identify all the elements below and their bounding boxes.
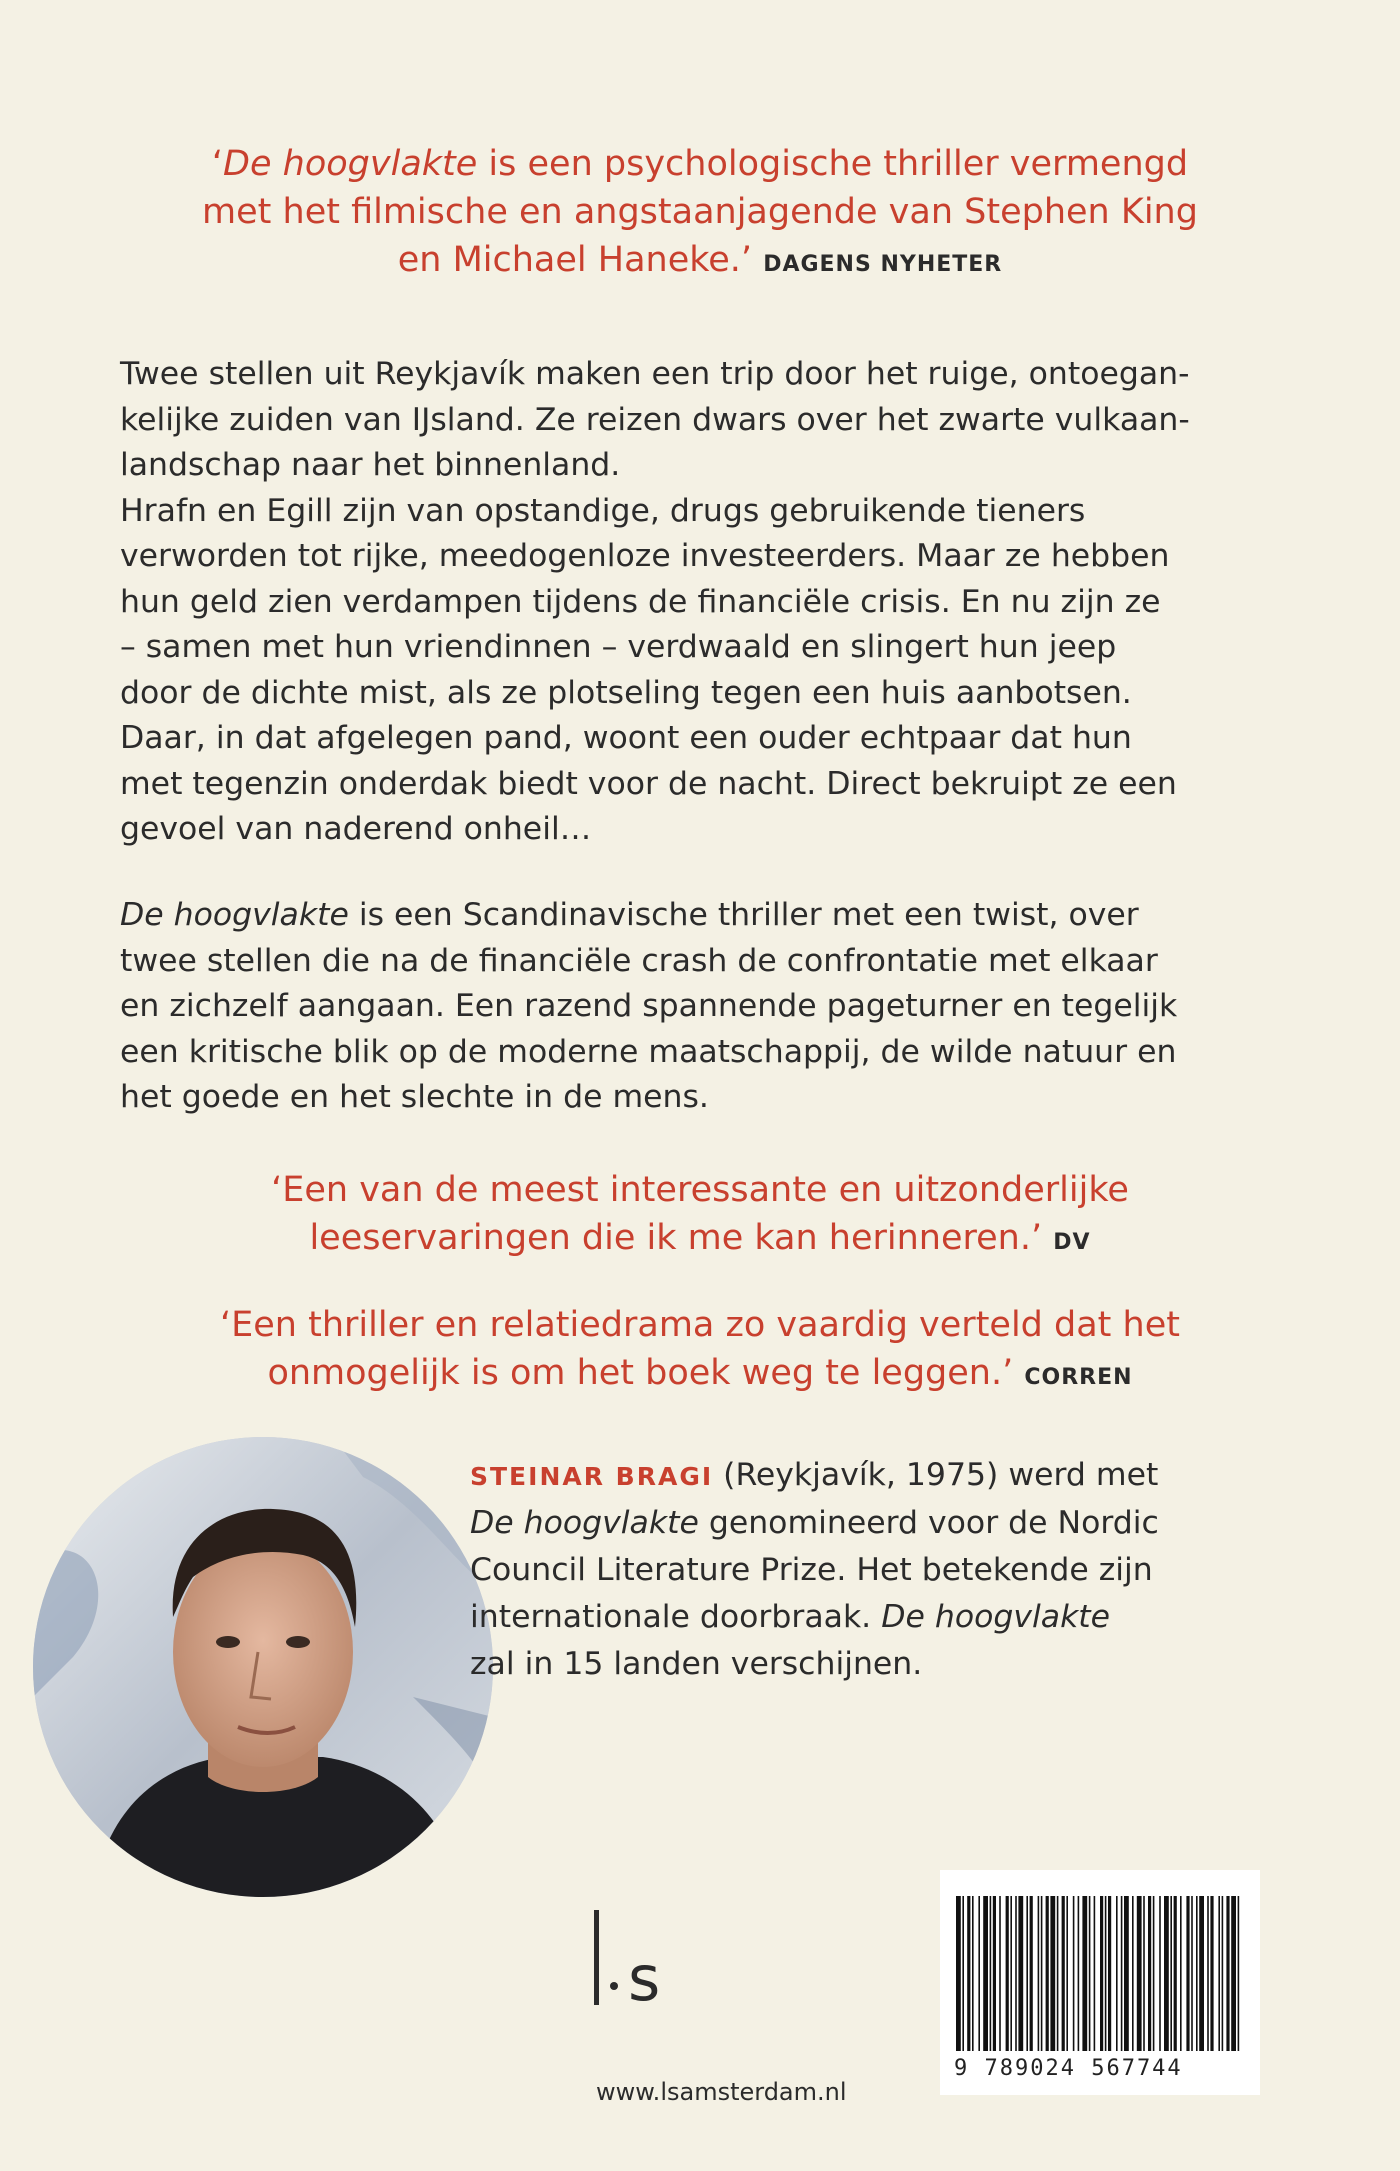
barcode-bar [972,1896,974,2051]
logo-letter: s [628,1942,661,2015]
barcode-bar [978,1896,980,2051]
blurb-line: hun geld zien verdampen tijdens de financiële crisis. En nu zijn ze [120,583,1161,620]
barcode-bar [1159,1896,1161,2051]
bio-line-4 [470,1594,1250,1641]
bio-line-1 [470,1452,1250,1500]
quote-line-2: met het filmische en angstaanjagende van Stephen King [202,192,1198,232]
barcode-bar [1015,1896,1017,2051]
barcode-bar [993,1896,996,2051]
barcode-bar [1132,1896,1134,2051]
blurb-line: Hrafn en Egill zijn van opstandige, drugs gebruikende tieners [120,492,1086,529]
blurb-paragraph-1 [120,352,1300,853]
blurb-line: door de dichte mist, als ze plotseling tegen een huis aanbotsen. [120,674,1132,711]
barcode-bar [967,1896,970,2051]
barcode [940,1870,1260,2095]
barcode-bar [1038,1896,1040,2051]
author-portrait-image [33,1437,493,1897]
barcode-bar [1231,1896,1236,2051]
barcode-bar [1218,1896,1220,2051]
author-name: STEINAR BRAGI [470,1462,714,1491]
blurb-line: landschap naar het binnenland. [120,447,621,483]
barcode-bar [1116,1896,1118,2051]
blurb-paragraph-2 [120,893,1300,1121]
blurb-line: en zichzelf aangaan. Een razend spannende pageturner en tegelijk [120,988,1178,1024]
barcode-bar [1062,1896,1065,2051]
quote-line-2 [150,1349,1250,1402]
barcode-bar [990,1896,992,2051]
barcode-bar [1108,1896,1111,2051]
quote-line-1 [140,140,1260,188]
barcode-bar [1196,1896,1198,2051]
barcode-bar [1105,1896,1107,2051]
bio-text: internationale doorbraak. [470,1599,882,1635]
barcode-bar [999,1896,1001,2051]
publisher-logo [590,1910,710,2020]
blurb-line: een kritische blik op de moderne maatschappij, de wilde natuur en [120,1033,1177,1070]
barcode-bar [1094,1896,1096,2051]
quote-text: onmogelijk is om het boek weg te leggen.’ [267,1353,1014,1393]
barcode-bar [1186,1896,1189,2051]
barcode-bars [956,1896,1244,2051]
author-photo [33,1437,493,1897]
blurb-line: Twee stellen uit Reykjavík maken een trip door het ruige, ontoegan- [120,356,1190,392]
logo-bar [594,1910,599,2005]
barcode-bar [1174,1896,1177,2051]
blurb-line: verworden tot rijke, meedogenloze investeerders. Maar ze hebben [120,538,1170,574]
barcode-bar [1030,1896,1033,2051]
barcode-bar [1137,1896,1142,2051]
barcode-bar [1082,1896,1087,2051]
quote-open-mark: ‘ [211,144,224,184]
barcode-bar [1199,1896,1204,2051]
blurb-line: – samen met hun vriendinnen – verdwaald en slingert hun jeep [120,629,1117,665]
barcode-bar [1073,1896,1075,2051]
barcode-bar [1089,1896,1091,2051]
author-bio [470,1452,1250,1688]
blurb-line [120,893,1300,939]
quote-line-3 [140,236,1260,289]
quote-line-1: ‘Een thriller en relatiedrama zo vaardig verteld dat het [220,1305,1180,1345]
barcode-bar [1100,1896,1103,2051]
barcode-bar [1050,1896,1055,2051]
barcode-bar [1180,1896,1182,2051]
barcode-bar [1041,1896,1043,2051]
blurb-line: met tegenzin onderdak biedt voor de nacht. Direct bekruipt ze een [120,765,1177,802]
barcode-bar [1006,1896,1009,2051]
quote-source: DV [1053,1230,1091,1255]
barcode-bar [1148,1896,1151,2051]
bio-line-2 [470,1500,1250,1547]
blurb-line: twee stellen die na de financiële crash de confrontatie met elkaar [120,942,1158,979]
barcode-bar [1210,1896,1213,2051]
barcode-bar [1078,1896,1080,2051]
barcode-bar [1170,1896,1172,2051]
quote-book-title: De hoogvlakte [223,144,478,184]
barcode-bar [1010,1896,1012,2051]
barcode-bar [1026,1896,1028,2051]
bio-line-3: Council Literature Prize. Het betekende zijn [470,1552,1153,1588]
barcode-bar [1153,1896,1155,2051]
quote-line-2 [190,1214,1210,1267]
bio-book-title: De hoogvlakte [881,1599,1111,1635]
barcode-bar [1046,1896,1049,2051]
blurb-line: gevoel van naderend onheil… [120,811,592,847]
barcode-bar [1191,1896,1193,2051]
bio-text: genomineerd voor de Nordic [698,1505,1159,1541]
review-quote-corren [150,1301,1250,1402]
barcode-isbn: 9 789024 567744 [954,2056,1183,2081]
blurb-book-title: De hoogvlakte [120,897,349,933]
blurb-line: Daar, in dat afgelegen pand, woont een ouder echtpaar dat hun [120,720,1132,756]
barcode-bar [956,1896,961,2051]
review-quote-dagens-nyheter [140,140,1260,289]
blurb-line: kelijke zuiden van IJsland. Ze reizen dwars over het zwarte vulkaan- [120,401,1190,438]
quote-source: CORREN [1024,1365,1133,1390]
barcode-bar [1238,1896,1240,2051]
bio-book-title: De hoogvlakte [470,1505,699,1541]
barcode-bar [1121,1896,1123,2051]
quote-source: DAGENS NYHETER [763,252,1003,277]
bio-line-5: zal in 15 landen verschijnen. [470,1646,923,1682]
blurb-line: het goede en het slechte in de mens. [120,1079,709,1115]
barcode-bar [1164,1896,1169,2051]
barcode-bar [1226,1896,1229,2051]
barcode-bar [1222,1896,1224,2051]
barcode-bar [1124,1896,1129,2051]
quote-line-1: ‘Een van de meest interessante en uitzonderlijke [271,1170,1129,1210]
publisher-url[interactable]: www.lsamsterdam.nl [596,2078,847,2106]
barcode-bar [983,1896,988,2051]
quote-text: leeservaringen die ik me kan herinneren.’ [309,1218,1043,1258]
quote-text: is een psychologische thriller vermengd [477,144,1189,184]
barcode-bar [1143,1896,1145,2051]
barcode-bar [962,1896,964,2051]
blurb-text: is een Scandinavische thriller met een twist, over [348,897,1139,933]
barcode-bar [1057,1896,1059,2051]
bio-text: (Reykjavík, 1975) werd met [713,1457,1159,1493]
review-quote-dv [190,1166,1210,1267]
quote-text: en Michael Haneke.’ [397,240,753,280]
barcode-bar [1207,1896,1209,2051]
logo-dot [610,1982,618,1990]
barcode-bar [1018,1896,1023,2051]
barcode-bar [1066,1896,1068,2051]
